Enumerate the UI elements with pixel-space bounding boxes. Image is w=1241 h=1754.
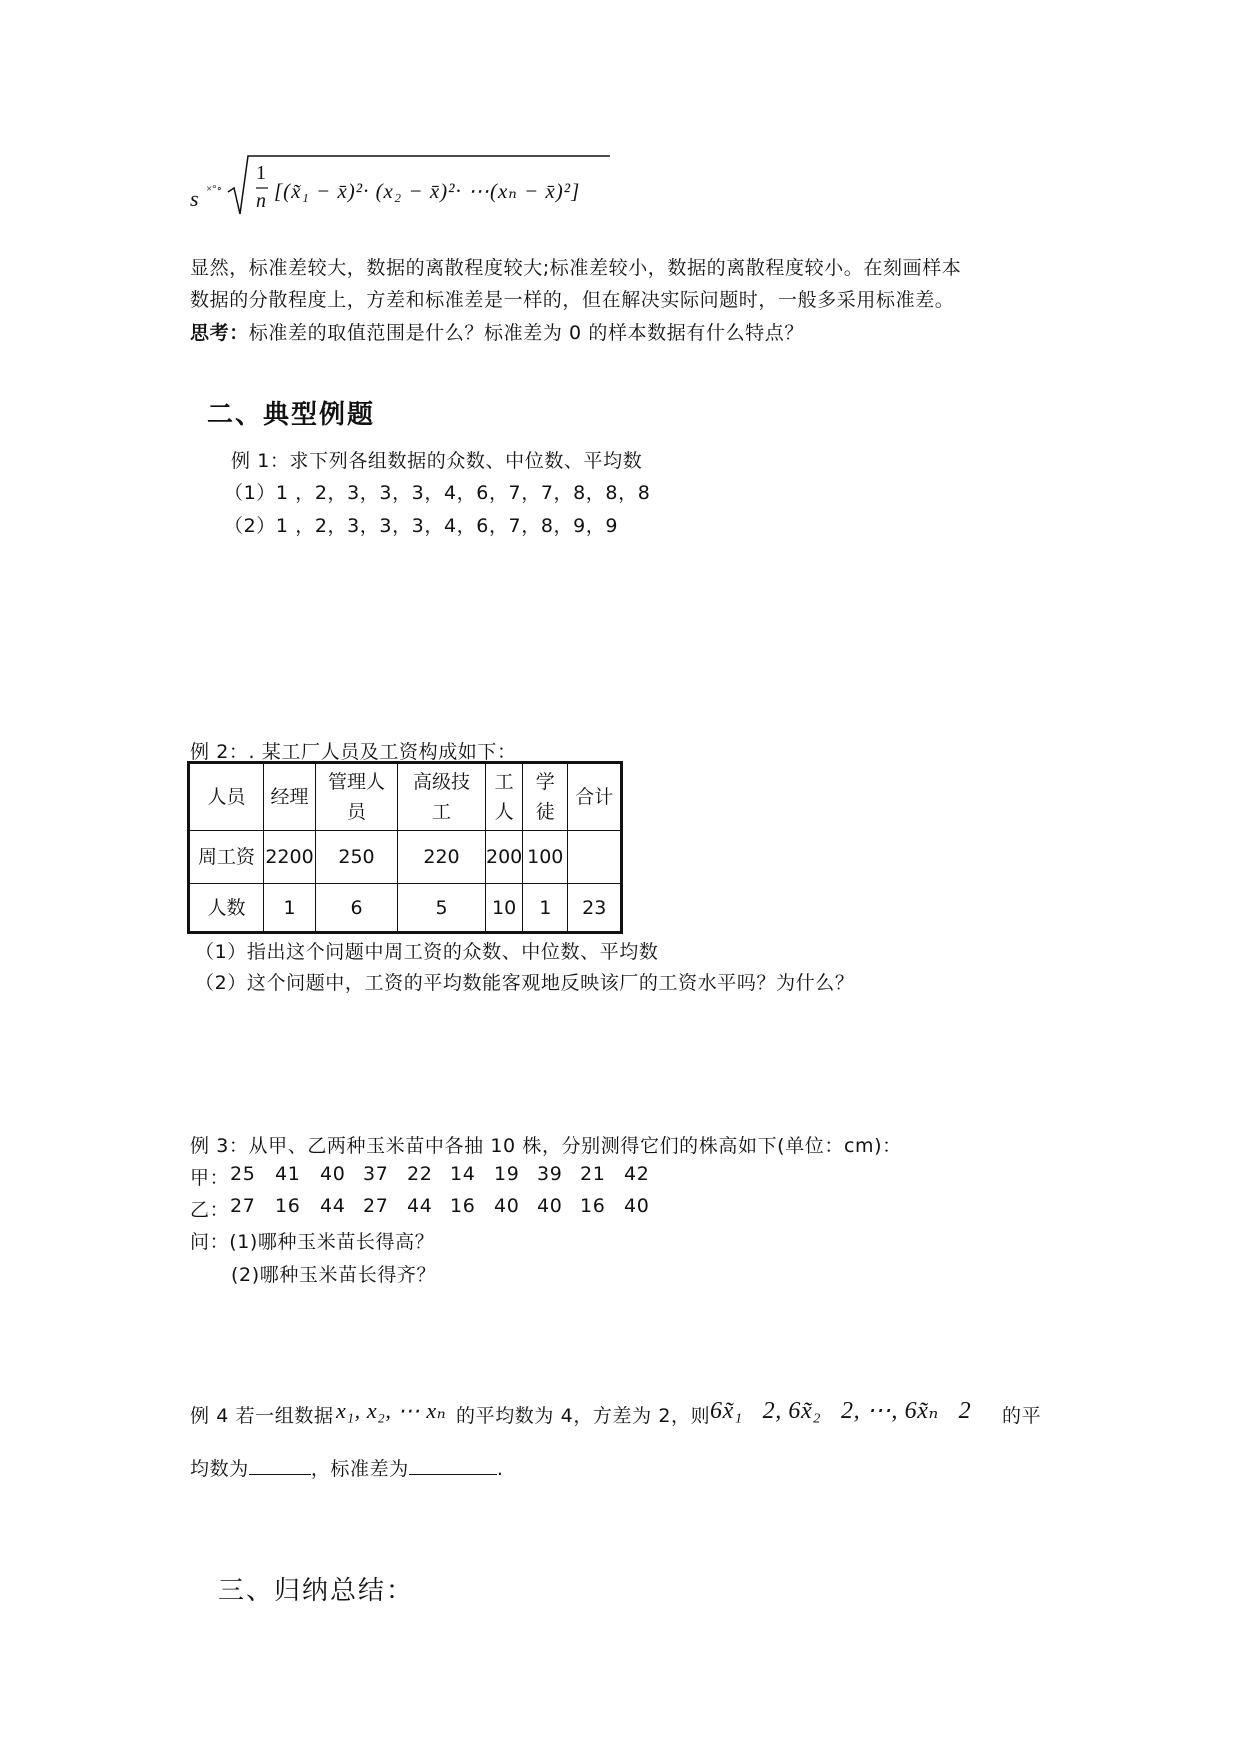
table-cell bbox=[568, 831, 622, 884]
table-cell: 人数 bbox=[189, 884, 264, 933]
intro-line-2: 数据的分散程度上，方差和标准差是一样的，但在解决实际问题时，一般多采用标准差。 bbox=[190, 289, 955, 311]
jia-value: 14 bbox=[450, 1163, 476, 1185]
jia-value: 21 bbox=[580, 1163, 606, 1185]
yi-value: 44 bbox=[407, 1195, 433, 1217]
example-4-data-expr: x₁, x₂, ⋯ xₙ bbox=[336, 1398, 447, 1423]
jia-value: 22 bbox=[407, 1163, 433, 1185]
formula-equals-glyph: ×°∘ bbox=[206, 183, 222, 195]
jia-value: 39 bbox=[537, 1163, 563, 1185]
table-header-row bbox=[189, 763, 622, 831]
yi-label: 乙： bbox=[190, 1199, 230, 1221]
table-cell: 23 bbox=[568, 884, 622, 933]
example-2-question-1: （1）指出这个问题中周工资的众数、中位数、平均数 bbox=[195, 941, 659, 963]
formula-frac-den: n bbox=[256, 190, 266, 212]
table-cell: 10 bbox=[486, 884, 523, 933]
example-4-std-label: ，标准差为 bbox=[310, 1458, 409, 1480]
table-cell: 5 bbox=[398, 884, 486, 933]
example-4-mean-label: 均数为 bbox=[190, 1458, 249, 1480]
table-cell: 250 bbox=[316, 831, 398, 884]
section-3-heading: 三、归纳总结： bbox=[218, 1576, 415, 1606]
table-cell: 200 bbox=[486, 831, 523, 884]
table-cell: 6 bbox=[316, 884, 398, 933]
yi-value: 27 bbox=[363, 1195, 389, 1217]
think-text: 标准差的取值范围是什么？标准差为 0 的样本数据有什么特点？ bbox=[248, 322, 804, 344]
table-cell: 220 bbox=[398, 831, 486, 884]
yi-value: 44 bbox=[320, 1195, 346, 1217]
std-dev-formula bbox=[190, 152, 630, 222]
table-header-cell: 工 人 bbox=[486, 763, 523, 831]
think-label: 思考： bbox=[190, 322, 249, 344]
example-1-title: 例 1：求下列各组数据的众数、中位数、平均数 bbox=[231, 450, 643, 472]
formula-body: [(x̃₁ − x̄)²· (x₂ − x̄)²· ⋯(xₙ − x̄)²] bbox=[274, 179, 581, 203]
example-4-end: . bbox=[496, 1458, 504, 1480]
yi-value: 16 bbox=[580, 1195, 606, 1217]
jia-value: 37 bbox=[363, 1163, 389, 1185]
yi-value: 40 bbox=[624, 1195, 650, 1217]
table-row bbox=[189, 884, 622, 933]
example-2-question-2: （2）这个问题中，工资的平均数能客观地反映该厂的工资水平吗？为什么？ bbox=[195, 972, 855, 994]
example-4-suffix: 的平 bbox=[1002, 1405, 1042, 1427]
std-answer-blank[interactable] bbox=[409, 1454, 497, 1475]
jia-value: 41 bbox=[275, 1163, 301, 1185]
think-line bbox=[190, 318, 804, 345]
yi-value: 16 bbox=[275, 1195, 301, 1217]
intro-line-1: 显然，标准差较大，数据的离散程度较大;标准差较小，数据的离散程度较小。在刻画样本 bbox=[190, 257, 962, 279]
jia-value: 25 bbox=[230, 1163, 256, 1185]
table-header-cell: 高级技 工 bbox=[398, 763, 486, 831]
formula-lhs: s bbox=[190, 186, 199, 211]
yi-value: 27 bbox=[230, 1195, 256, 1217]
example-3-title: 例 3：从甲、乙两种玉米苗中各抽 10 株，分别测得它们的株高如下(单位：cm)： bbox=[190, 1135, 902, 1157]
table-header-cell: 人员 bbox=[189, 763, 264, 831]
formula-frac-num: 1 bbox=[256, 162, 266, 184]
table-header-cell: 管理人 员 bbox=[316, 763, 398, 831]
example-3-question-2: (2)哪种玉米苗长得齐？ bbox=[231, 1264, 437, 1286]
example-4-mid: 的平均数为 4，方差为 2，则 bbox=[456, 1405, 711, 1427]
example-3-question-line-1 bbox=[190, 1227, 434, 1254]
jia-value: 19 bbox=[494, 1163, 520, 1185]
example-3-question-1: (1)哪种玉米苗长得高？ bbox=[229, 1231, 435, 1253]
table-row bbox=[189, 831, 622, 884]
jia-value: 42 bbox=[624, 1163, 650, 1185]
example-4-line-2 bbox=[190, 1454, 503, 1481]
example-1-item-2: （2）1 ，2，3，3，3，4，6，7，8，9，9 bbox=[224, 515, 619, 537]
table-cell: 2200 bbox=[264, 831, 316, 884]
jia-value: 40 bbox=[320, 1163, 346, 1185]
table-cell: 1 bbox=[264, 884, 316, 933]
table-cell: 周工资 bbox=[189, 831, 264, 884]
section-2-heading: 二、典型例题 bbox=[207, 400, 376, 430]
question-label: 问： bbox=[190, 1231, 230, 1253]
example-4-line-1 bbox=[190, 1398, 1070, 1435]
yi-value: 16 bbox=[450, 1195, 476, 1217]
example-2-title: 例 2：. 某工厂人员及工资构成如下： bbox=[190, 741, 517, 763]
table-cell: 100 bbox=[523, 831, 568, 884]
jia-label: 甲： bbox=[190, 1167, 230, 1189]
table-header-cell: 合计 bbox=[568, 763, 622, 831]
wage-table bbox=[187, 761, 623, 934]
example-4-prefix: 例 4 若一组数据 bbox=[190, 1405, 334, 1427]
yi-value: 40 bbox=[494, 1195, 520, 1217]
mean-answer-blank[interactable] bbox=[249, 1454, 311, 1475]
example-4-expression: 6x̃₁ 2, 6x̃₂ 2, ⋯, 6x̃ₙ 2 bbox=[710, 1398, 972, 1424]
yi-value: 40 bbox=[537, 1195, 563, 1217]
table-cell: 1 bbox=[523, 884, 568, 933]
table-header-cell: 经理 bbox=[264, 763, 316, 831]
table-header-cell: 学 徒 bbox=[523, 763, 568, 831]
example-1-item-1: （1）1 ，2，3，3，3，4，6，7，7，8，8，8 bbox=[224, 482, 651, 504]
